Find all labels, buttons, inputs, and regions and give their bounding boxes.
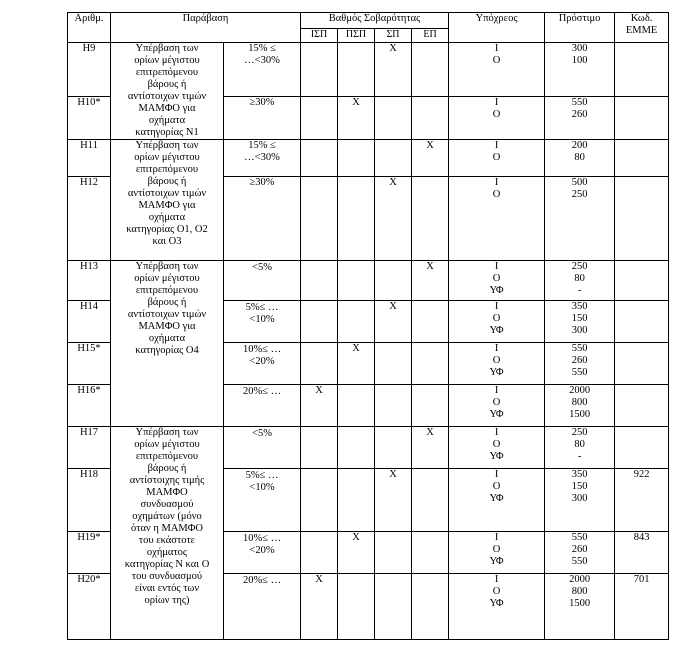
description-line: αντίστοιχης τιμής — [129, 475, 205, 486]
fine-line: 550 — [571, 532, 588, 543]
severity-cell — [412, 43, 449, 97]
severity-cell — [338, 177, 375, 261]
violation-number: H10* — [68, 96, 111, 139]
severity-cell — [412, 301, 449, 343]
obliged-line: Ο — [492, 189, 501, 200]
obliged-line: Ι — [494, 43, 499, 54]
obliged-line: ΥΦ — [489, 493, 504, 504]
threshold-line: <5% — [252, 428, 272, 439]
threshold-line: <20% — [249, 356, 275, 367]
description-line: οχημάτων (μόνο — [132, 511, 202, 522]
description-line: οχήματα — [148, 212, 186, 223]
fine-line: 100 — [571, 55, 588, 66]
severity-cell — [338, 140, 375, 177]
obliged-line: Ι — [494, 96, 499, 108]
fine-line: 800 — [571, 586, 588, 597]
violation-description — [111, 43, 224, 140]
severity-cell — [412, 427, 449, 469]
table-row — [68, 261, 669, 301]
severity-cell — [338, 532, 375, 574]
violation-number: H12 — [68, 177, 111, 261]
description-line: ορίων μέγιστου — [134, 55, 200, 66]
obliged-line: Ι — [494, 343, 499, 354]
fine-line: 2000 — [569, 574, 591, 585]
fine-amounts — [545, 574, 615, 640]
description-line: Υπέρβαση των — [135, 43, 199, 54]
description-line: ΜΑΜΦΟ για — [138, 321, 196, 332]
severity-cell — [375, 301, 412, 343]
emme-code — [615, 43, 669, 97]
obliged-line: Ι — [494, 261, 499, 272]
fine-line: 80 — [574, 439, 585, 450]
violation-number: H14 — [68, 301, 111, 343]
obliged-parties — [449, 96, 545, 139]
severity-cell — [338, 343, 375, 385]
emme-code — [615, 343, 669, 385]
obliged-line: ΥΦ — [489, 598, 504, 609]
obliged-parties — [449, 140, 545, 177]
severity-cell — [338, 261, 375, 301]
header-severity: Βαθμός Σοβαρότητας — [301, 13, 449, 29]
severity-cell — [301, 427, 338, 469]
violation-threshold — [224, 385, 301, 427]
severity-mark: X — [352, 532, 360, 543]
fine-line: 2000 — [569, 385, 591, 396]
emme-code — [615, 140, 669, 177]
threshold-line: 5%≤ … — [245, 302, 279, 313]
severity-cell — [301, 574, 338, 640]
severity-cell — [338, 574, 375, 640]
severity-cell — [301, 532, 338, 574]
threshold-line: ≥30% — [249, 96, 275, 108]
violation-threshold — [224, 261, 301, 301]
fine-amounts — [545, 532, 615, 574]
description-line: επιτρεπόμενου — [135, 285, 199, 296]
severity-cell — [375, 261, 412, 301]
threshold-line: <20% — [249, 545, 275, 556]
severity-mark: X — [315, 385, 323, 396]
severity-mark: X — [426, 261, 434, 272]
description-line: επιτρεπόμενου — [135, 451, 199, 462]
severity-cell — [338, 385, 375, 427]
obliged-parties — [449, 427, 545, 469]
fine-line: 300 — [571, 325, 588, 336]
severity-cell — [301, 385, 338, 427]
severity-mark: X — [315, 574, 323, 585]
fine-amounts — [545, 177, 615, 261]
description-line: βάρους ή — [147, 176, 187, 187]
threshold-line: 20%≤ … — [242, 386, 282, 397]
description-line: ορίων μέγιστου — [134, 273, 200, 284]
obliged-line: ΥΦ — [489, 556, 504, 567]
fine-line: 300 — [571, 43, 588, 54]
description-line: αντίστοιχων τιμών — [127, 188, 207, 199]
header-severity-level: ΣΠ — [375, 29, 412, 43]
table-row — [68, 43, 669, 97]
fine-line: 550 — [571, 556, 588, 567]
threshold-line: 10%≤ … — [242, 344, 282, 355]
severity-cell — [412, 177, 449, 261]
severity-mark: X — [389, 177, 397, 188]
obliged-line: Ο — [492, 55, 501, 66]
severity-cell — [338, 43, 375, 97]
fine-amounts — [545, 96, 615, 139]
obliged-line: Ι — [494, 532, 499, 543]
obliged-line: Ι — [494, 301, 499, 312]
description-line: αντίστοιχων τιμών — [127, 91, 207, 102]
severity-cell — [338, 469, 375, 532]
obliged-line: ΥΦ — [489, 285, 504, 296]
description-line: συνδυασμού — [140, 499, 194, 510]
description-line: επιτρεπόμενου — [135, 67, 199, 78]
severity-mark: X — [426, 427, 434, 438]
severity-mark: X — [352, 96, 360, 108]
violation-description — [111, 140, 224, 261]
header-violation: Παράβαση — [111, 13, 301, 43]
fine-amounts — [545, 301, 615, 343]
obliged-line: Ι — [494, 469, 499, 480]
fine-line: 550 — [571, 367, 588, 378]
obliged-parties — [449, 343, 545, 385]
description-line: Υπέρβαση των — [135, 140, 199, 151]
header-code-line: Κωδ. — [630, 13, 653, 24]
emme-code — [615, 96, 669, 139]
description-line: Υπέρβαση των — [135, 261, 199, 272]
description-line: Υπέρβαση των — [135, 427, 199, 438]
header-code — [615, 13, 669, 43]
description-line: ορίων μέγιστου — [134, 152, 200, 163]
description-line: ορίων μέγιστου — [134, 439, 200, 450]
fine-amounts — [545, 261, 615, 301]
description-line: οχήματα — [148, 115, 186, 126]
violation-description — [111, 261, 224, 427]
obliged-line: Ο — [492, 313, 501, 324]
description-line: ΜΑΜΦΟ για — [138, 200, 196, 211]
header-severity-level: ΠΣΠ — [338, 29, 375, 43]
severity-cell — [412, 385, 449, 427]
severity-cell — [301, 140, 338, 177]
description-line: όταν η ΜΑΜΦΟ — [131, 523, 203, 534]
obliged-parties — [449, 574, 545, 640]
severity-cell — [375, 177, 412, 261]
description-line: και Ο3 — [152, 236, 182, 247]
obliged-line: ΥΦ — [489, 451, 504, 462]
description-line: κατηγορίας Ο1, Ο2 — [126, 224, 208, 235]
severity-cell — [375, 43, 412, 97]
fine-line: 250 — [571, 189, 588, 200]
fine-line: 350 — [571, 301, 588, 312]
violation-threshold — [224, 574, 301, 640]
severity-cell — [301, 177, 338, 261]
obliged-line: Ι — [494, 427, 499, 438]
violation-number: H18 — [68, 469, 111, 532]
severity-cell — [375, 343, 412, 385]
violation-number: H17 — [68, 427, 111, 469]
severity-cell — [412, 532, 449, 574]
description-line: ΜΑΜΦΟ για — [138, 103, 196, 114]
obliged-line: Ι — [494, 385, 499, 396]
severity-cell — [301, 301, 338, 343]
description-line: κατηγορίας Ο4 — [135, 345, 199, 356]
emme-code: 922 — [615, 469, 669, 532]
description-line: αντίστοιχων τιμών — [127, 309, 207, 320]
violation-threshold — [224, 177, 301, 261]
severity-cell — [301, 96, 338, 139]
description-line: επιτρεπόμενου — [135, 164, 199, 175]
fine-amounts — [545, 469, 615, 532]
threshold-line: 15% ≤ — [248, 140, 276, 151]
description-line: του εκάστοτε — [138, 535, 196, 546]
severity-cell — [375, 140, 412, 177]
emme-code: 701 — [615, 574, 669, 640]
fine-line: 150 — [571, 481, 588, 492]
threshold-line: 5%≤ … — [245, 470, 279, 481]
severity-cell — [338, 301, 375, 343]
obliged-line: Ο — [492, 439, 501, 450]
description-line: κατηγορίας Ν1 — [135, 127, 199, 138]
emme-code — [615, 385, 669, 427]
severity-mark: X — [389, 43, 397, 54]
violation-threshold — [224, 96, 301, 139]
fine-amounts — [545, 343, 615, 385]
severity-cell — [375, 574, 412, 640]
obliged-line: Ο — [492, 544, 501, 555]
fine-line: 260 — [571, 544, 588, 555]
obliged-line: Ο — [492, 273, 501, 284]
table-row — [68, 140, 669, 177]
fine-line: 80 — [574, 273, 585, 284]
violation-description — [111, 427, 224, 640]
obliged-parties — [449, 385, 545, 427]
obliged-line: ΥΦ — [489, 409, 504, 420]
description-line: βάρους ή — [147, 297, 187, 308]
violation-threshold — [224, 301, 301, 343]
violation-number: H20* — [68, 574, 111, 640]
fine-line: 550 — [571, 96, 588, 108]
severity-cell — [301, 261, 338, 301]
violation-number: H13 — [68, 261, 111, 301]
obliged-line: Ι — [494, 574, 499, 585]
description-line: είναι εντός των — [134, 583, 200, 594]
description-line: βάρους ή — [147, 79, 187, 90]
severity-cell — [375, 385, 412, 427]
threshold-line: <5% — [252, 262, 272, 273]
threshold-line: 15% ≤ — [248, 43, 276, 54]
table-row — [68, 427, 669, 469]
fine-line: - — [577, 285, 582, 296]
violation-threshold — [224, 140, 301, 177]
obliged-line: Ο — [492, 586, 501, 597]
violations-table — [67, 12, 669, 640]
obliged-parties — [449, 469, 545, 532]
obliged-line: Ο — [492, 108, 501, 120]
fine-amounts — [545, 43, 615, 97]
description-line: οχήματα — [148, 333, 186, 344]
header-fine: Πρόστιμο — [545, 13, 615, 43]
header-severity-level: ΕΠ — [412, 29, 449, 43]
severity-cell — [338, 427, 375, 469]
threshold-line: 10%≤ … — [242, 533, 282, 544]
obliged-line: Ι — [494, 177, 499, 188]
severity-mark: X — [426, 140, 434, 151]
threshold-line: …<30% — [244, 55, 280, 66]
emme-code — [615, 427, 669, 469]
severity-cell — [338, 96, 375, 139]
table-body — [68, 43, 669, 640]
fine-line: 260 — [571, 108, 588, 120]
violation-threshold — [224, 532, 301, 574]
fine-amounts — [545, 385, 615, 427]
header-code-line: ΕΜΜΕ — [625, 25, 658, 36]
obliged-line: Ι — [494, 140, 499, 151]
fine-line: 260 — [571, 355, 588, 366]
violation-number: H9 — [68, 43, 111, 97]
severity-cell — [375, 96, 412, 139]
violation-threshold — [224, 343, 301, 385]
severity-mark: X — [389, 469, 397, 480]
description-line: βάρους ή — [147, 463, 187, 474]
threshold-line: …<30% — [244, 152, 280, 163]
fine-amounts — [545, 140, 615, 177]
fine-line: 350 — [571, 469, 588, 480]
severity-mark: X — [352, 343, 360, 354]
fine-amounts — [545, 427, 615, 469]
description-line: οχήματος — [146, 547, 188, 558]
severity-cell — [301, 343, 338, 385]
severity-cell — [412, 96, 449, 139]
violation-threshold — [224, 427, 301, 469]
fine-line: 250 — [571, 261, 588, 272]
obliged-line: ΥΦ — [489, 325, 504, 336]
obliged-line: ΥΦ — [489, 367, 504, 378]
description-line: ορίων της) — [144, 595, 190, 606]
severity-cell — [412, 574, 449, 640]
fine-line: 300 — [571, 493, 588, 504]
obliged-parties — [449, 43, 545, 97]
obliged-line: Ο — [492, 355, 501, 366]
obliged-parties — [449, 301, 545, 343]
violation-number: H19* — [68, 532, 111, 574]
obliged-parties — [449, 261, 545, 301]
fine-line: 250 — [571, 427, 588, 438]
severity-cell — [301, 43, 338, 97]
emme-code — [615, 261, 669, 301]
severity-cell — [412, 140, 449, 177]
violation-number: H11 — [68, 140, 111, 177]
description-line: κατηγορίας Ν και Ο — [124, 559, 210, 570]
header-severity-level: ΙΣΠ — [301, 29, 338, 43]
fine-line: 500 — [571, 177, 588, 188]
emme-code: 843 — [615, 532, 669, 574]
severity-cell — [375, 532, 412, 574]
severity-mark: X — [389, 301, 397, 312]
fine-line: 1500 — [569, 409, 591, 420]
obliged-parties — [449, 177, 545, 261]
obliged-line: Ο — [492, 397, 501, 408]
severity-cell — [412, 343, 449, 385]
threshold-line: <10% — [249, 314, 275, 325]
threshold-line: ≥30% — [249, 177, 275, 188]
threshold-line: <10% — [249, 482, 275, 493]
description-line: του συνδυασμού — [131, 571, 203, 582]
fine-line: 200 — [571, 140, 588, 151]
fine-line: 80 — [574, 152, 585, 163]
fine-line: 150 — [571, 313, 588, 324]
header-num: Αριθμ. — [68, 13, 111, 43]
fine-line: - — [577, 451, 582, 462]
obliged-parties — [449, 532, 545, 574]
obliged-line: Ο — [492, 481, 501, 492]
severity-cell — [375, 427, 412, 469]
obliged-line: Ο — [492, 152, 501, 163]
threshold-line: 20%≤ … — [242, 575, 282, 586]
fine-line: 800 — [571, 397, 588, 408]
severity-cell — [412, 261, 449, 301]
emme-code — [615, 301, 669, 343]
violation-number: H16* — [68, 385, 111, 427]
description-line: ΜΑΜΦΟ — [146, 487, 188, 498]
severity-cell — [375, 469, 412, 532]
emme-code — [615, 177, 669, 261]
fine-line: 550 — [571, 343, 588, 354]
header-row — [68, 13, 669, 29]
fine-line: 1500 — [569, 598, 591, 609]
severity-cell — [412, 469, 449, 532]
violation-number: H15* — [68, 343, 111, 385]
violation-threshold — [224, 469, 301, 532]
violation-threshold — [224, 43, 301, 97]
header-obliged: Υπόχρεος — [449, 13, 545, 43]
severity-cell — [301, 469, 338, 532]
